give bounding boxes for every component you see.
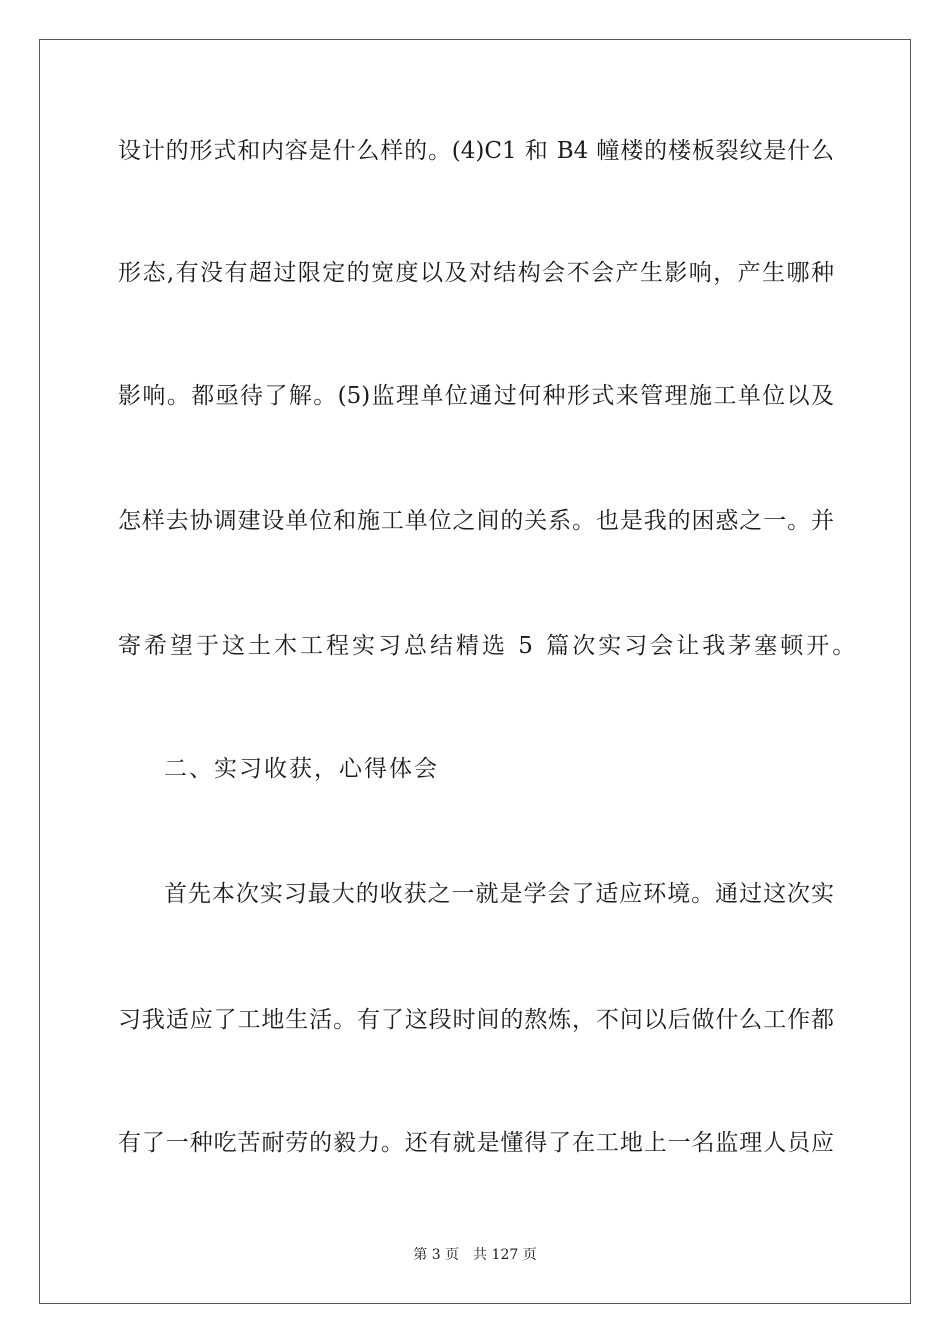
body-text-line: 怎样去协调建设单位和施工单位之间的关系。也是我的困惑之一。并: [118, 508, 834, 534]
page-border: [39, 39, 911, 1304]
body-text-line: 习我适应了工地生活。有了这段时间的熬炼，不问以后做什么工作都: [118, 1007, 834, 1033]
total-pages: 共 127 页: [473, 1247, 537, 1263]
paragraph-first-line: 首先本次实习最大的收获之一就是学会了适应环境。通过这次实: [164, 881, 834, 907]
body-text-line: 影响。都亟待了解。(5)监理单位通过何种形式来管理施工单位以及: [118, 383, 834, 409]
body-text-line: 寄希望于这土木工程实习总结精选 5 篇次实习会让我茅塞顿开。: [118, 633, 859, 659]
page-number: 第 3 页: [413, 1247, 460, 1263]
body-text-line: 有了一种吃苦耐劳的毅力。还有就是懂得了在工地上一名监理人员应: [118, 1130, 834, 1156]
body-text-line: 设计的形式和内容是什么样的。(4)C1 和 B4 幢楼的楼板裂纹是什么: [118, 138, 834, 164]
section-heading: 二、实习收获，心得体会: [164, 756, 439, 782]
page-footer: [0, 1246, 950, 1264]
body-text-line: 形态,有没有超过限定的宽度以及对结构会不会产生影响，产生哪种: [118, 260, 834, 286]
